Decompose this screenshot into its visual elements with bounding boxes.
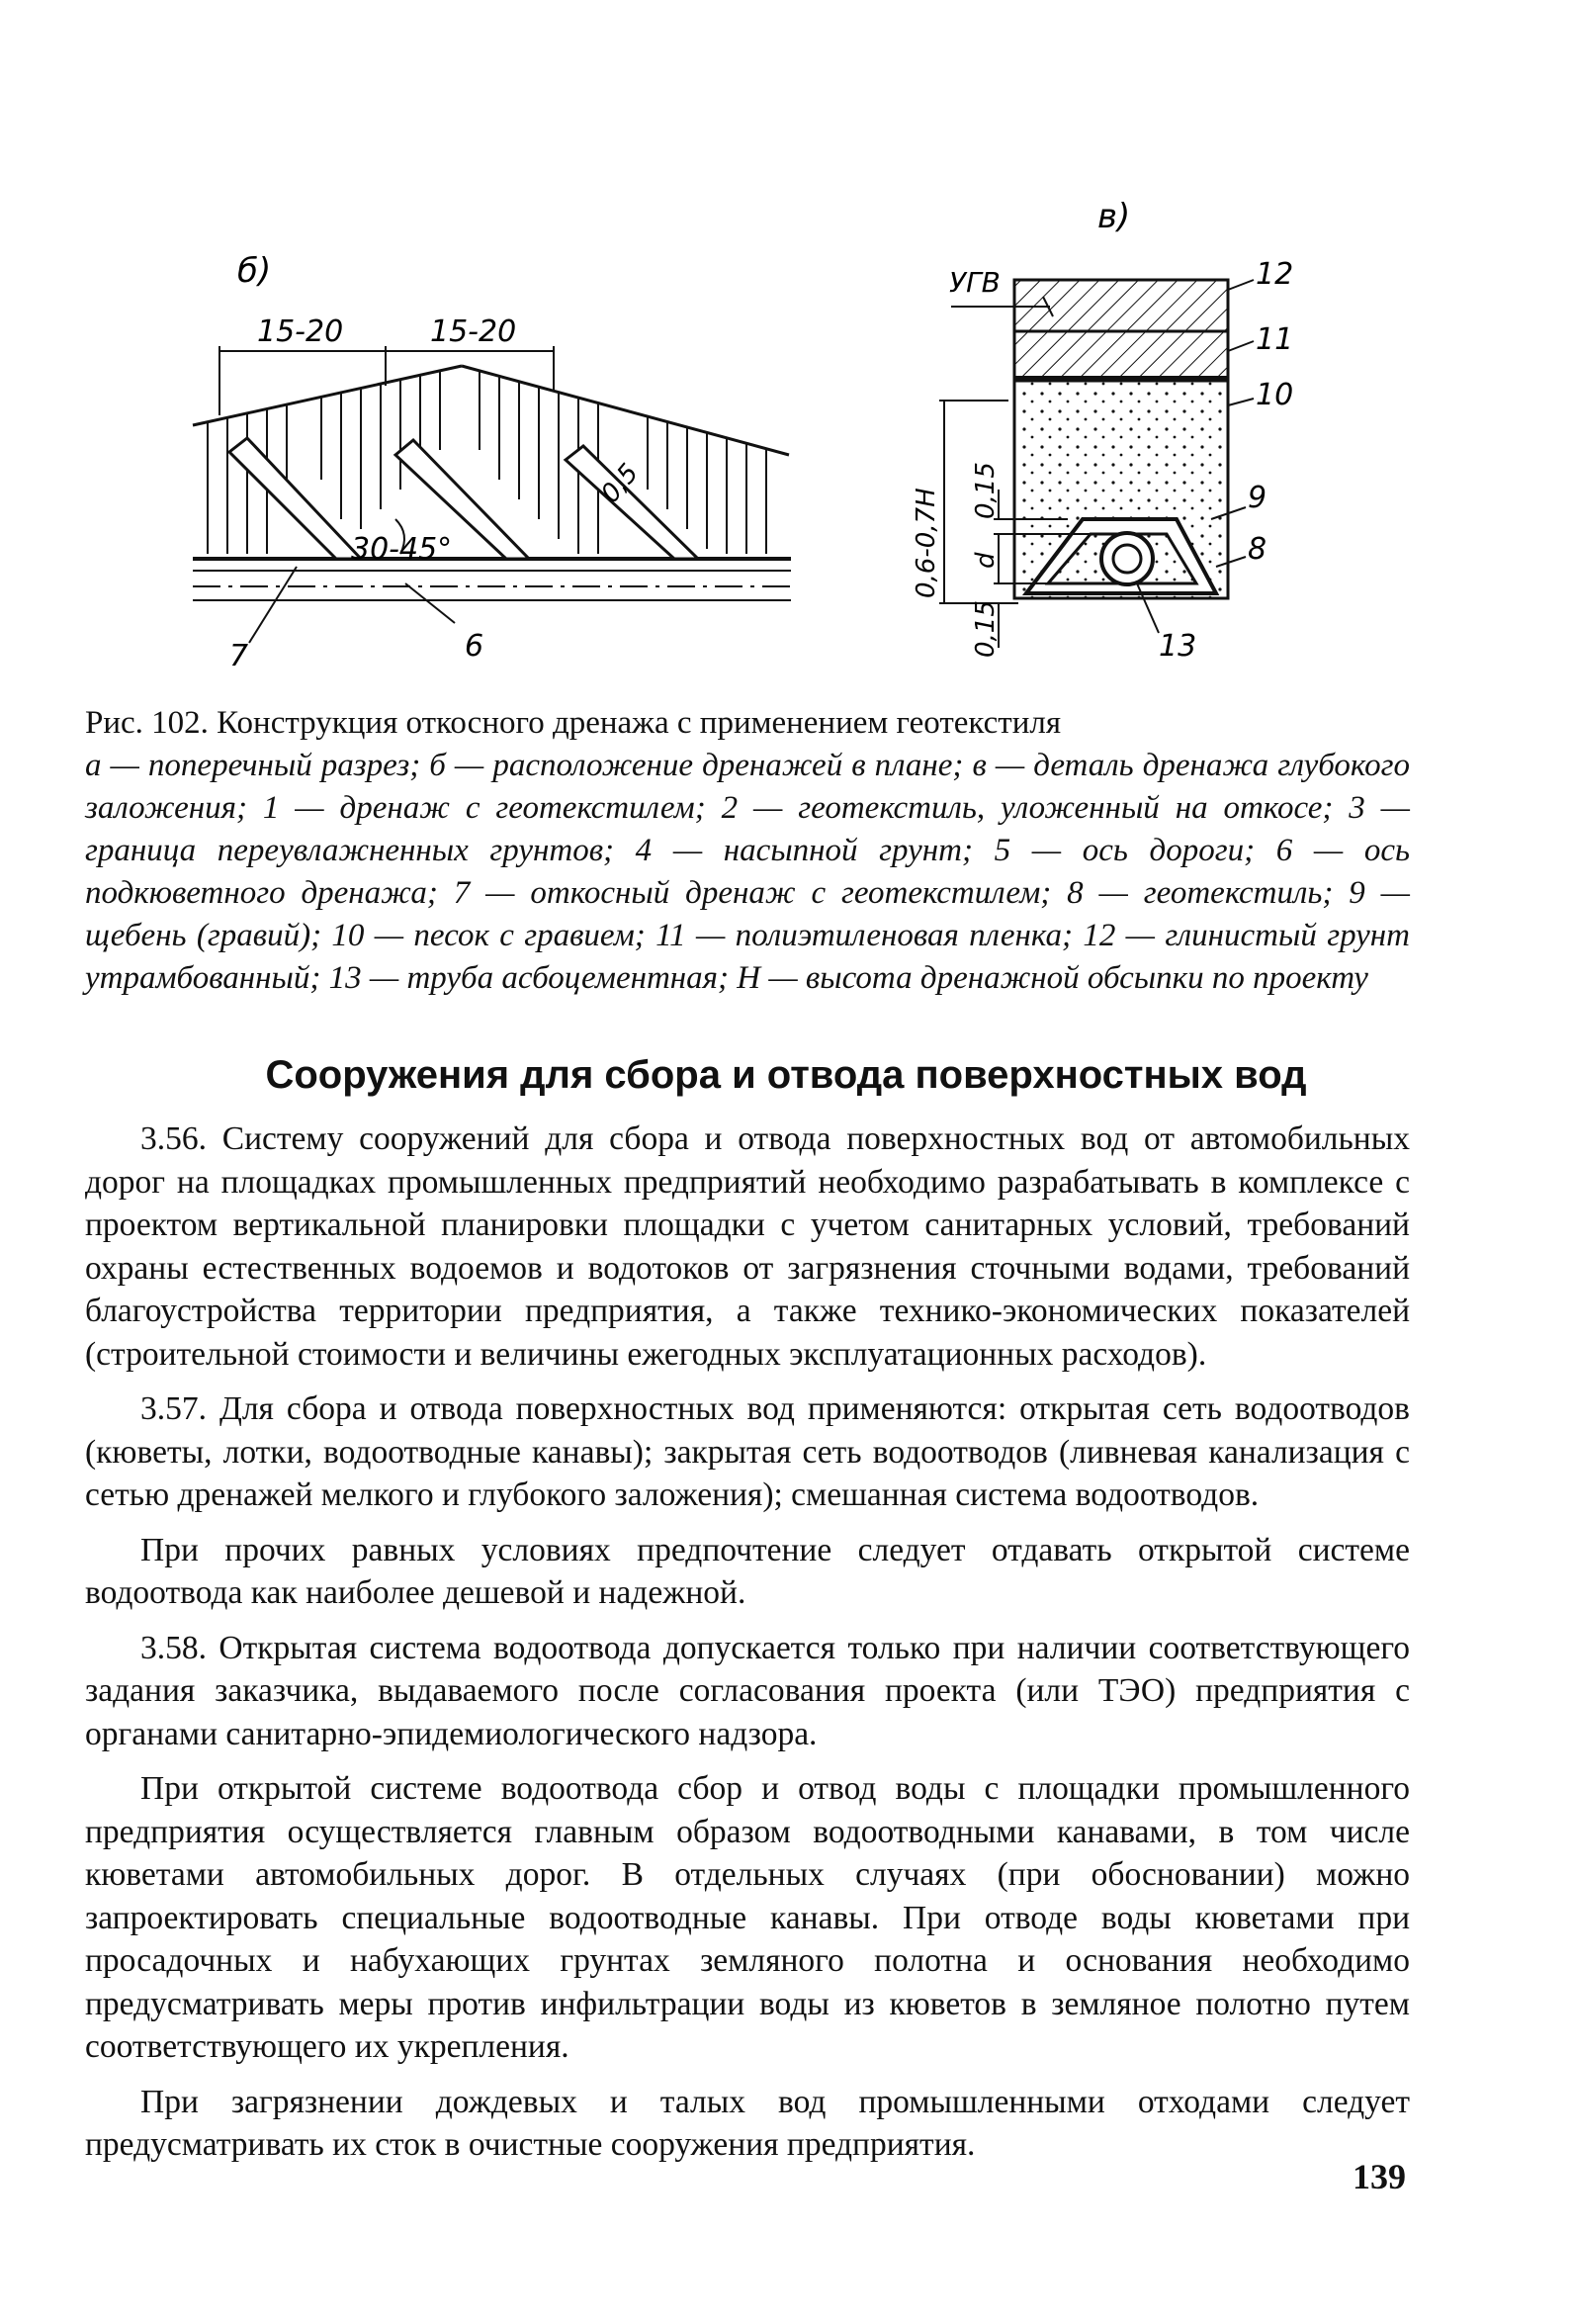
- callout-7: 7: [229, 639, 249, 673]
- paragraph-3-57: 3.57. Для сбора и отвода поверхностных вод применяются: открытая сеть водоотводов (кюветы, лотки, водоотводные канавы); закрытая сеть водоотводов (ливневая канализация с сетью дренажей мелкого и глубокого заложения); смешанная система водоотводов.: [85, 1390, 1410, 1513]
- paragraph-3-56: 3.56. Систему сооружений для сбора и отвода поверхностных вод от автомобильных дорог на площадках промышленных предприятий необходимо разрабатывать в комплексе с проектом вертикальной планировки площадки с учетом санитарных условий, требований охраны естественных водоемов и водотоков от загрязнения сточными водами, требований благоустройства территории предприятия, а также технико-экономических показателей (строительной стоимости и величины ежегодных эксплуатационных расходов).: [85, 1120, 1410, 1373]
- dim-right: 15-20: [430, 314, 517, 349]
- dim-015-top: 0,15: [971, 462, 1001, 519]
- paragraph-3-58: 3.58. Открытая система водоотвода допускается только при наличии соответствующего задания заказчика, выдаваемого после согласования проекта (или ТЭО) предприятия с органами санитарно-эпидемиологического надзора.: [85, 1629, 1410, 1752]
- caption-title: Рис. 102. Конструкция откосного дренажа с применением геотекстиля: [85, 705, 1062, 741]
- paragraph-preference: При прочих равных условиях предпочтение следует отдавать открытой системе водоотвода как наиболее дешевой и надежной.: [85, 1531, 1410, 1611]
- section-heading: Сооружения для сбора и отвода поверхностных вод: [265, 1053, 1307, 1097]
- callout-11: 11: [1256, 322, 1294, 357]
- paragraph-pollution: При загрязнении дождевых и талых вод промышленными отходами следует предусматривать их сток в очистные сооружения предприятия.: [85, 2083, 1410, 2163]
- dim-015-bottom: 0,15: [971, 600, 1001, 658]
- callout-13: 13: [1159, 629, 1197, 664]
- dim-left: 15-20: [257, 314, 344, 349]
- caption-legend: а — поперечный разрез; б — расположение дренажей в плане; в — деталь дренажа глубокого заложения; 1 — дренаж с геотекстилем; 2 — геотекстиль, уложенный на откосе; 3 — граница переувлажненных грунтов; 4 — насыпной грунт; 5 — ось дороги; 6 — ось подкюветного дренажа; 7 — откосный дренаж с геотекстилем; 8 — геотекстиль; 9 — щебень (гравий); 10 — песок с гравием; 11 — полиэтиленовая пленка; 12 — глинистый грунт утрамбованный; 13 — труба асбоцементная; Н — высота дренажной обсыпки по проекту: [85, 748, 1410, 996]
- paragraph-open-system: При открытой системе водоотвода сбор и отвод воды с площадки промышленного предприятия осуществляется главным образом водоотводными канавами, в том числе кюветами автомобильных дорог. В отдельных случаях (при обосновании) можно запроектировать специальные водоотводные канавы. При отводе воды кюветами при просадочных и набухающих грунтах земляного полотна и основания необходимо предусматривать меры против инфильтрации воды из кюветов в земляное полотно путем соответствующего их укрепления.: [85, 1770, 1410, 2065]
- callout-8: 8: [1248, 532, 1267, 567]
- callout-12: 12: [1256, 257, 1294, 292]
- figure-caption: [85, 702, 1410, 1000]
- thickness-label: 0,5: [595, 458, 645, 509]
- callout-6: 6: [465, 629, 484, 664]
- page-number: 139: [1353, 2157, 1406, 2196]
- figure-102: [148, 193, 1335, 707]
- body-text: [85, 1117, 1410, 2179]
- label-b: б): [237, 251, 272, 291]
- dim-height: 0,6-0,7H: [912, 488, 941, 598]
- label-v: в): [1097, 197, 1131, 236]
- plan-view-drawing: [193, 346, 791, 643]
- ugv-label: УГВ: [949, 266, 1001, 299]
- angle-label: 30-45°: [351, 532, 453, 567]
- dim-d: d: [971, 552, 1001, 569]
- callout-10: 10: [1256, 378, 1294, 412]
- callout-9: 9: [1248, 481, 1267, 515]
- figure-drawing: [148, 193, 1335, 707]
